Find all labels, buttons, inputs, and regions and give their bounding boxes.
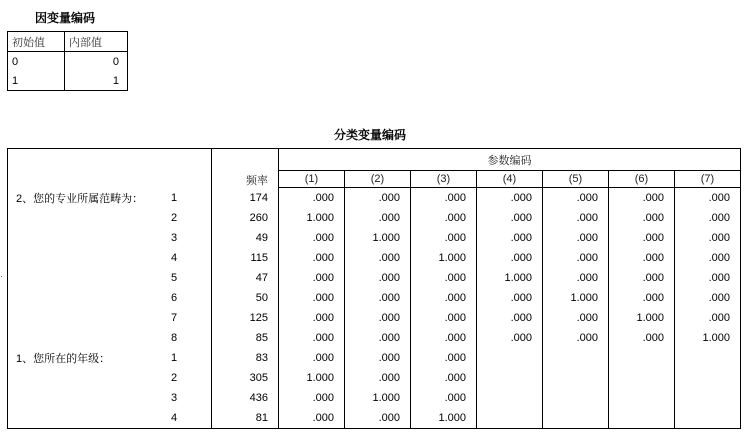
variable-name bbox=[8, 208, 172, 228]
frequency-cell: 81 bbox=[212, 408, 279, 429]
parameter-coding-cell: .000 bbox=[543, 208, 609, 228]
parameter-coding-cell: .000 bbox=[345, 368, 411, 388]
variable-name bbox=[8, 228, 172, 248]
parameter-coding-cell bbox=[609, 348, 675, 368]
param-col-header: (4) bbox=[477, 171, 543, 188]
category-value: 5 bbox=[171, 268, 212, 288]
frequency-cell: 47 bbox=[212, 268, 279, 288]
variable-name bbox=[8, 368, 172, 388]
parameter-coding-cell: .000 bbox=[708, 312, 730, 324]
parameter-coding-cell: .000 bbox=[345, 188, 411, 209]
parameter-coding-cell bbox=[477, 348, 543, 368]
parameter-coding-cell: .000 bbox=[477, 188, 543, 209]
dependent-encoding-title: 因变量编码 bbox=[35, 11, 96, 25]
table-row bbox=[8, 268, 741, 288]
table-row bbox=[8, 52, 128, 72]
parameter-coding-cell: .000 bbox=[345, 308, 411, 328]
parameter-coding-cell bbox=[675, 348, 741, 368]
parameter-coding-cell: .000 bbox=[708, 192, 730, 204]
variable-name bbox=[8, 308, 172, 328]
parameter-coding-cell bbox=[675, 388, 741, 408]
parameter-coding-cell: .000 bbox=[411, 268, 477, 288]
parameter-coding-cell: 1.000 bbox=[345, 228, 411, 248]
category-value: 6 bbox=[171, 288, 212, 308]
frequency-cell: 174 bbox=[212, 188, 279, 209]
parameter-coding-cell: .000 bbox=[345, 328, 411, 348]
param-col-header: (6) bbox=[609, 171, 675, 188]
table-row bbox=[8, 188, 741, 209]
table-row bbox=[8, 308, 741, 328]
parameter-coding-cell: .000 bbox=[609, 188, 675, 209]
variable-name bbox=[8, 328, 172, 348]
parameter-coding-cell: .000 bbox=[609, 328, 675, 348]
table-row bbox=[8, 248, 741, 268]
parameter-coding-cell: .000 bbox=[543, 328, 609, 348]
parameter-coding-cell bbox=[543, 408, 609, 429]
parameter-coding-cell: 1.000 bbox=[279, 368, 345, 388]
parameter-coding-cell: 1.000 bbox=[411, 248, 477, 268]
parameter-coding-cell: 1.000 bbox=[411, 408, 477, 429]
category-value: 8 bbox=[171, 328, 212, 348]
parameter-coding-cell: .000 bbox=[411, 328, 477, 348]
variable-name: 2、您的专业所属范畴为： bbox=[16, 192, 144, 205]
table-row bbox=[8, 288, 741, 308]
frequency-cell: 436 bbox=[212, 388, 279, 408]
category-value: 3 bbox=[171, 228, 212, 248]
parameter-coding-cell: .000 bbox=[477, 328, 543, 348]
parameter-coding-cell: .000 bbox=[279, 268, 345, 288]
parameter-coding-cell: .000 bbox=[279, 308, 345, 328]
parameter-coding-cell: .000 bbox=[708, 212, 730, 224]
parameter-coding-cell bbox=[477, 408, 543, 429]
frequency-cell: 260 bbox=[212, 208, 279, 228]
internal-value: 1 bbox=[65, 71, 128, 91]
parameter-coding-cell: .000 bbox=[411, 388, 477, 408]
internal-value-header: 内部值 bbox=[65, 32, 128, 52]
parameter-coding-cell: .000 bbox=[543, 188, 609, 209]
parameter-coding-cell: 1.000 bbox=[543, 288, 609, 308]
category-value: 1 bbox=[171, 188, 212, 209]
parameter-coding-cell: 1.000 bbox=[279, 208, 345, 228]
category-value: 3 bbox=[171, 388, 212, 408]
parameter-coding-cell bbox=[609, 368, 675, 388]
frequency-cell: 125 bbox=[212, 308, 279, 328]
category-value: 4 bbox=[171, 248, 212, 268]
original-value: 1 bbox=[8, 71, 65, 91]
parameter-coding-cell bbox=[543, 388, 609, 408]
parameter-coding-cell: 1.000 bbox=[345, 388, 411, 408]
dependent-encoding-table bbox=[7, 31, 128, 91]
table-row bbox=[8, 228, 741, 248]
parameter-coding-cell: .000 bbox=[543, 308, 609, 328]
parameter-coding-cell: .000 bbox=[345, 208, 411, 228]
parameter-coding-cell bbox=[543, 368, 609, 388]
parameter-coding-cell: .000 bbox=[609, 288, 675, 308]
category-value: 1 bbox=[171, 348, 212, 368]
header-blank bbox=[8, 149, 212, 188]
parameter-coding-cell: .000 bbox=[345, 348, 411, 368]
variable-name: 1、您所在的年级： bbox=[16, 353, 111, 365]
parameter-coding-cell: .000 bbox=[279, 388, 345, 408]
parameter-coding-cell: .000 bbox=[279, 228, 345, 248]
parameter-coding-cell: .000 bbox=[279, 408, 345, 429]
parameter-coding-cell: .000 bbox=[543, 268, 609, 288]
parameter-coding-cell: .000 bbox=[279, 188, 345, 209]
parameter-coding-header: 参数编码 bbox=[279, 149, 741, 171]
parameter-coding-cell: .000 bbox=[345, 268, 411, 288]
parameter-coding-cell: .000 bbox=[609, 268, 675, 288]
variable-name bbox=[8, 288, 172, 308]
parameter-coding-cell: .000 bbox=[543, 248, 609, 268]
parameter-coding-cell: .000 bbox=[708, 272, 730, 284]
parameter-coding-cell: .000 bbox=[279, 328, 345, 348]
parameter-coding-cell bbox=[675, 408, 741, 429]
parameter-coding-cell bbox=[477, 388, 543, 408]
parameter-coding-cell: .000 bbox=[411, 288, 477, 308]
parameter-coding-cell bbox=[609, 408, 675, 429]
parameter-coding-cell: .000 bbox=[279, 288, 345, 308]
parameter-coding-cell: .000 bbox=[411, 208, 477, 228]
category-value: 2 bbox=[171, 368, 212, 388]
param-col-header: (2) bbox=[345, 171, 411, 188]
parameter-coding-cell: .000 bbox=[345, 248, 411, 268]
parameter-coding-cell: .000 bbox=[708, 292, 730, 304]
param-col-header: (5) bbox=[543, 171, 609, 188]
parameter-coding-cell: .000 bbox=[477, 228, 543, 248]
parameter-coding-cell: .000 bbox=[411, 368, 477, 388]
table-row bbox=[8, 71, 128, 91]
category-value: 4 bbox=[171, 408, 212, 429]
category-value: 2 bbox=[171, 208, 212, 228]
frequency-header: 频率 bbox=[212, 149, 279, 188]
parameter-coding-cell: .000 bbox=[708, 252, 730, 264]
parameter-coding-cell: .000 bbox=[477, 288, 543, 308]
frequency-cell: 305 bbox=[212, 368, 279, 388]
parameter-coding-cell: .000 bbox=[543, 228, 609, 248]
original-value-header: 初始值 bbox=[8, 32, 65, 52]
parameter-coding-cell: .000 bbox=[279, 248, 345, 268]
table-row bbox=[8, 348, 741, 368]
param-col-header: (3) bbox=[411, 171, 477, 188]
parameter-coding-cell: .000 bbox=[477, 208, 543, 228]
parameter-coding-cell: .000 bbox=[411, 348, 477, 368]
param-col-header: (7) bbox=[675, 171, 741, 188]
variable-name bbox=[8, 408, 172, 429]
categorical-encoding-table bbox=[7, 148, 741, 429]
internal-value: 0 bbox=[65, 52, 128, 72]
parameter-coding-cell: .000 bbox=[609, 208, 675, 228]
variable-name bbox=[8, 388, 172, 408]
parameter-coding-cell bbox=[477, 368, 543, 388]
parameter-coding-cell: .000 bbox=[477, 248, 543, 268]
variable-name bbox=[8, 248, 172, 268]
parameter-coding-cell bbox=[609, 388, 675, 408]
parameter-coding-cell: .000 bbox=[411, 308, 477, 328]
parameter-coding-cell: 1.000 bbox=[477, 268, 543, 288]
categorical-encoding-title: 分类变量编码 bbox=[334, 128, 407, 142]
table-row bbox=[8, 208, 741, 228]
parameter-coding-cell: .000 bbox=[345, 288, 411, 308]
parameter-coding-cell: 1.000 bbox=[702, 332, 730, 344]
parameter-coding-cell: .000 bbox=[345, 408, 411, 429]
frequency-cell: 49 bbox=[212, 228, 279, 248]
parameter-coding-cell: .000 bbox=[279, 348, 345, 368]
frequency-cell: 115 bbox=[212, 248, 279, 268]
parameter-coding-cell: .000 bbox=[609, 248, 675, 268]
table-row bbox=[8, 328, 741, 348]
parameter-coding-cell: .000 bbox=[609, 228, 675, 248]
category-value: 7 bbox=[171, 308, 212, 328]
parameter-coding-cell: 1.000 bbox=[609, 308, 675, 328]
original-value: 0 bbox=[8, 52, 65, 72]
frequency-cell: 83 bbox=[212, 348, 279, 368]
parameter-coding-cell: .000 bbox=[411, 188, 477, 209]
table-row bbox=[8, 408, 741, 429]
frequency-cell: 85 bbox=[212, 328, 279, 348]
table-row bbox=[8, 388, 741, 408]
param-col-header: (1) bbox=[279, 171, 345, 188]
parameter-coding-cell bbox=[675, 368, 741, 388]
table-row bbox=[8, 368, 741, 388]
parameter-coding-cell: .000 bbox=[477, 308, 543, 328]
parameter-coding-cell: .000 bbox=[708, 232, 730, 244]
variable-name bbox=[8, 268, 172, 288]
parameter-coding-cell: .000 bbox=[411, 228, 477, 248]
frequency-cell: 50 bbox=[212, 288, 279, 308]
parameter-coding-cell bbox=[543, 348, 609, 368]
